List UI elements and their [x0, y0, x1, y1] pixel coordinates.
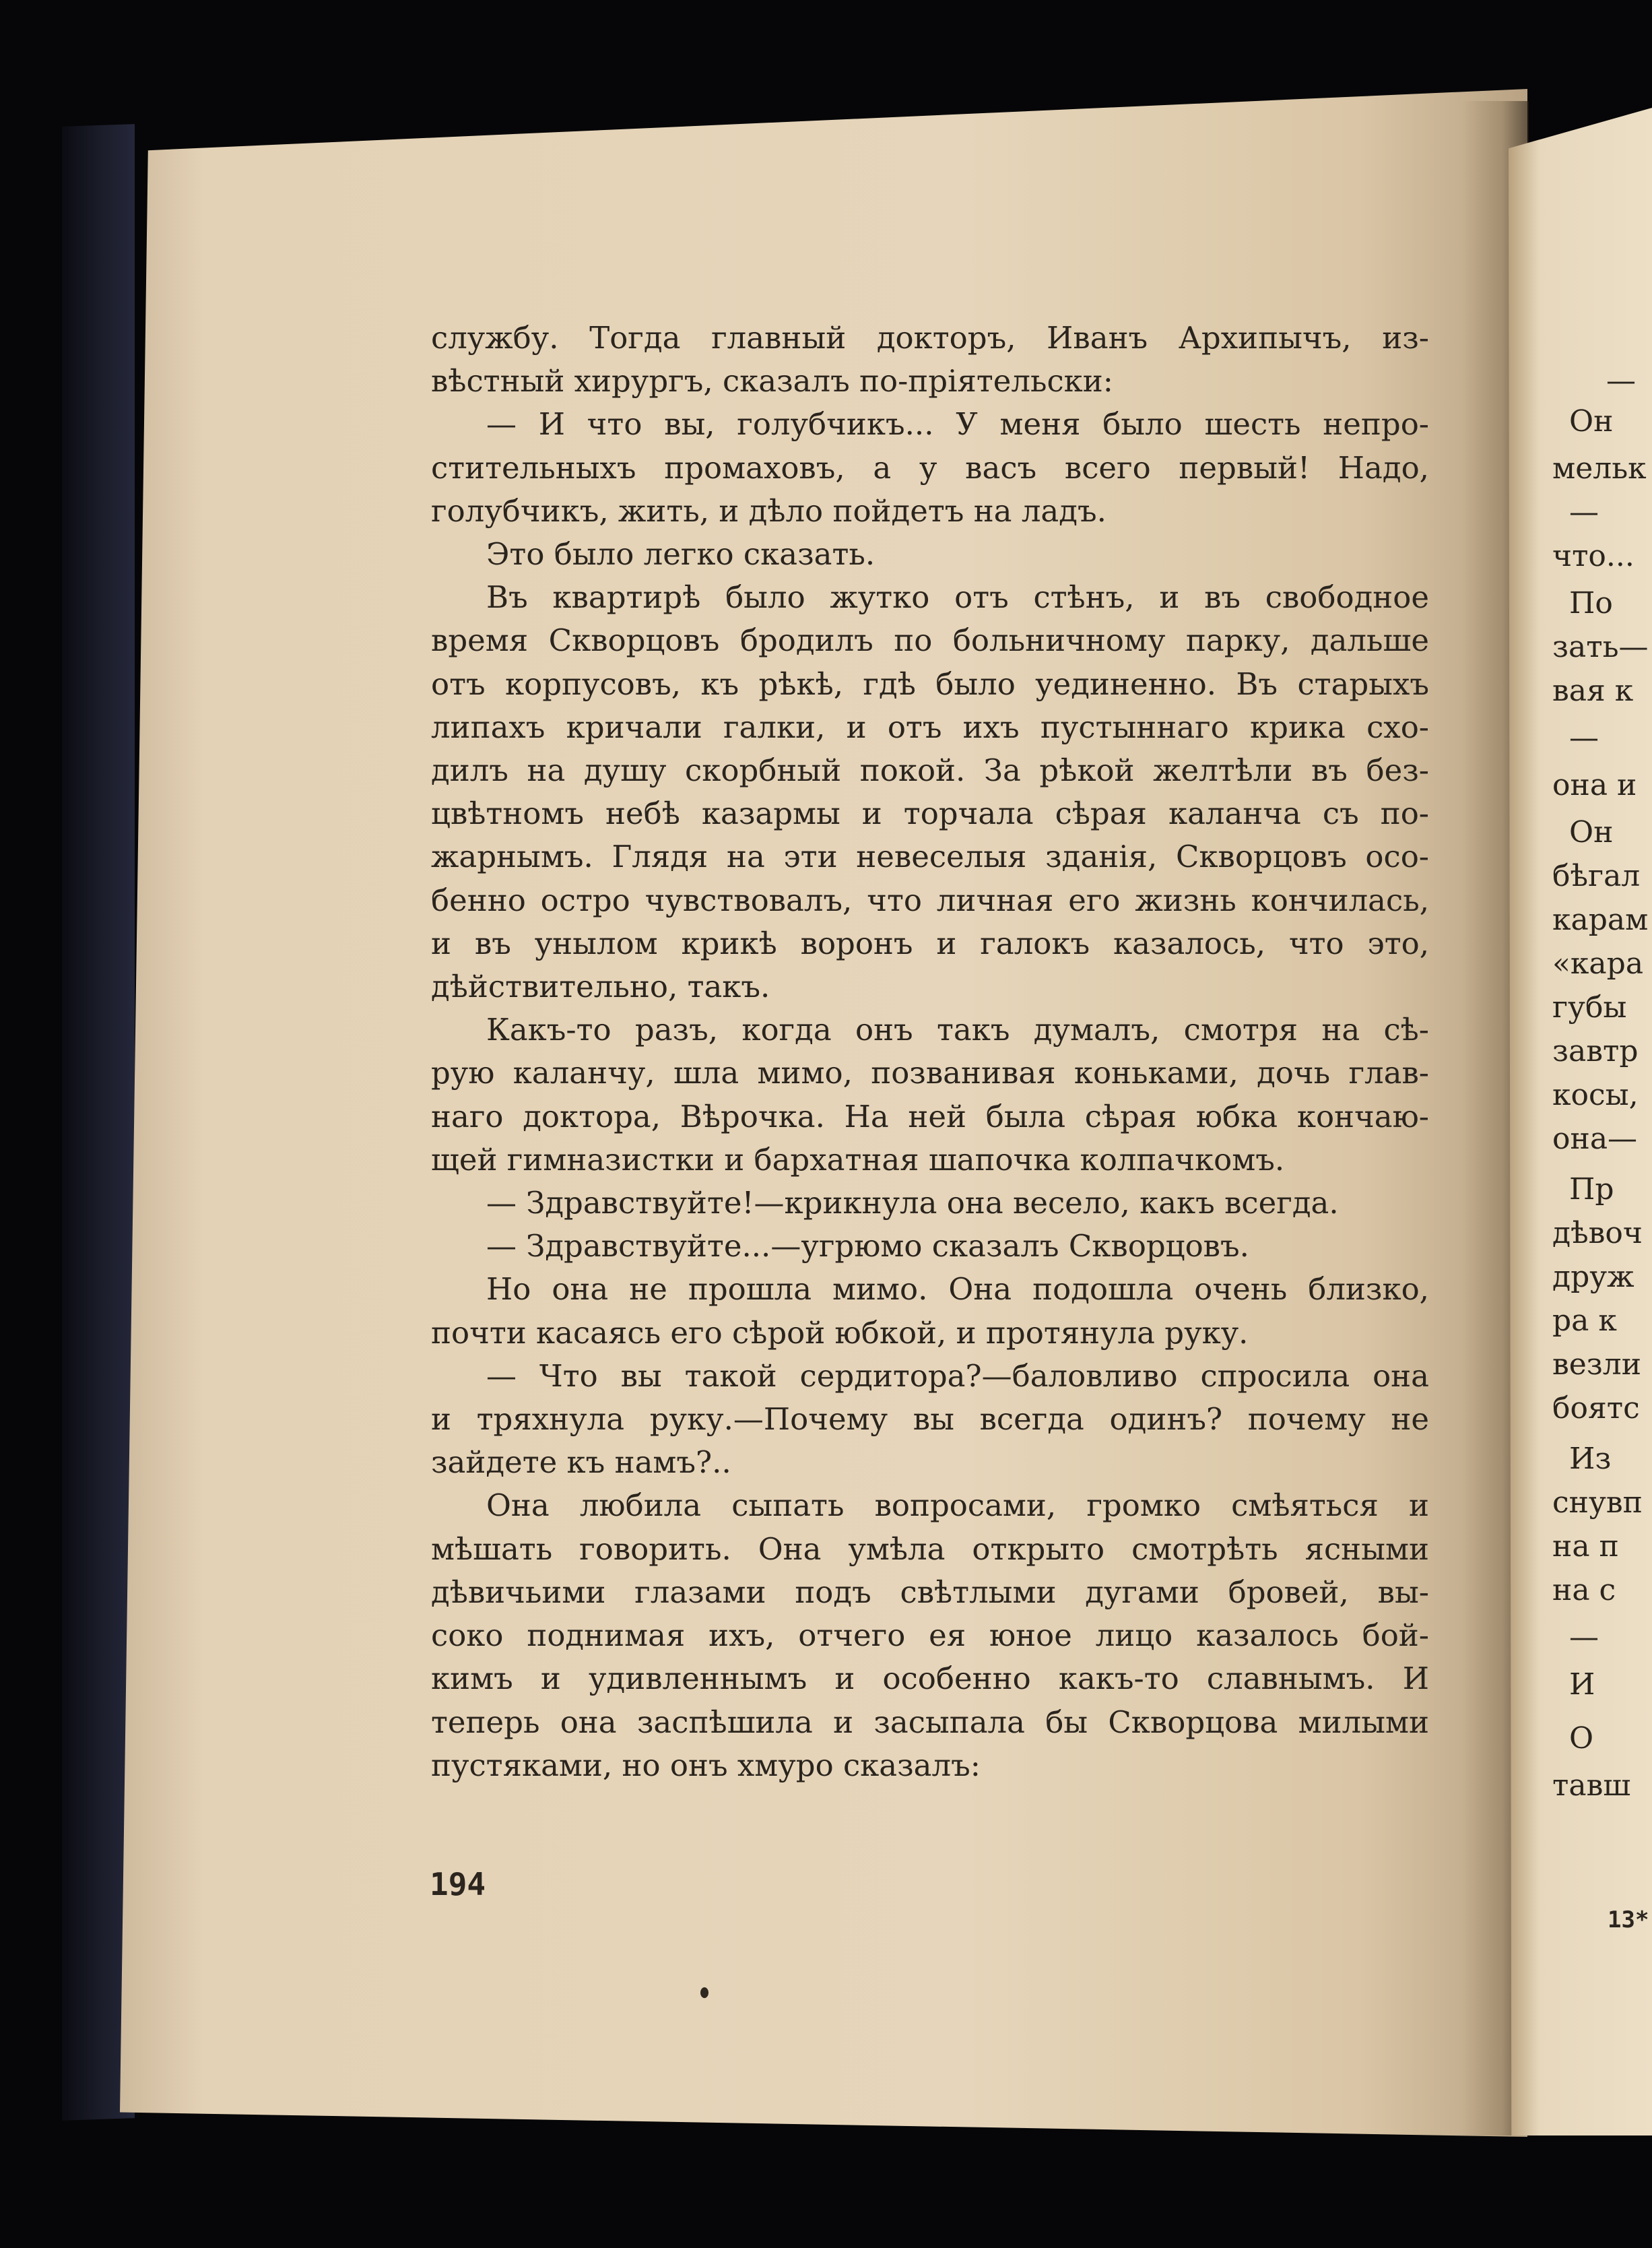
page-number: 194: [430, 1866, 486, 1902]
text-fragment: на с: [1552, 1573, 1616, 1607]
text-fragment: дѣвоч: [1552, 1216, 1643, 1250]
text-fragment: —: [1606, 364, 1636, 398]
text-line: голубчикъ, жить, и дѣло пойдетъ на ладъ.: [431, 492, 1106, 529]
text-fragment: «кара: [1552, 946, 1644, 981]
book-spine: [62, 124, 135, 2121]
text-line: Она любила сыпать вопросами, громко смѣяться и: [486, 1487, 1429, 1524]
text-line: наго доктора, Вѣрочка. На ней была сѣрая юбка кончаю-: [431, 1098, 1429, 1134]
text-line: дѣйствительно, такъ.: [431, 969, 770, 1005]
text-fragment: везли: [1552, 1347, 1642, 1382]
text-line: Это было легко сказать.: [486, 536, 875, 573]
text-fragment: —: [1569, 1620, 1599, 1655]
text-line: стительныхъ промаховъ, а у васъ всего первый! Надо,: [431, 449, 1429, 486]
text-fragment: зать—: [1552, 630, 1649, 664]
ink-speck: [700, 1987, 708, 1998]
text-line: кимъ и удивленнымъ и особенно какъ-то славнымъ. И: [431, 1661, 1429, 1697]
text-line: зайдете къ намъ?..: [431, 1444, 731, 1481]
text-fragment: Пр: [1569, 1172, 1614, 1207]
text-line: дилъ на душу скорбный покой. За рѣкой желтѣли въ без-: [431, 752, 1429, 789]
text-fragment: губы: [1552, 990, 1627, 1025]
text-fragment: боятс: [1552, 1391, 1640, 1425]
text-line: — Здравствуйте...—угрюмо сказалъ Скворцовъ.: [486, 1228, 1249, 1264]
text-line: и въ унылом крикѣ воронъ и галокъ казалось, что это,: [431, 925, 1429, 961]
right-page-number: 13*: [1608, 1906, 1649, 1933]
left-page-text: [431, 317, 1429, 1787]
text-line: отъ корпусовъ, къ рѣкѣ, гдѣ было уединенно. Въ старыхъ: [431, 666, 1429, 702]
text-fragment: бѣгал: [1552, 859, 1641, 893]
text-fragment: ра к: [1552, 1304, 1617, 1338]
text-fragment: что...: [1552, 539, 1634, 573]
text-fragment: Из: [1569, 1442, 1612, 1476]
text-line: соко поднимая ихъ, отчего ея юное лицо казалось бой-: [431, 1617, 1429, 1654]
text-fragment: —: [1569, 721, 1599, 755]
text-line: жарнымъ. Глядя на эти невеселыя зданія, Скворцовъ осо-: [431, 839, 1429, 875]
text-fragment: —: [1569, 495, 1599, 529]
text-fragment: карам: [1552, 903, 1649, 937]
text-line: дѣвичьими глазами подъ свѣтлыми дугами бровей, вы-: [431, 1574, 1429, 1610]
text-fragment: И: [1569, 1667, 1595, 1702]
text-line: теперь она заспѣшила и засыпала бы Скворцова милыми: [431, 1704, 1429, 1740]
text-line: Но она не прошла мимо. Она подошла очень близко,: [486, 1271, 1429, 1308]
text-line: — И что вы, голубчикъ... У меня было шесть непро-: [486, 406, 1429, 443]
text-line: бенно остро чувствовалъ, что личная его жизнь кончилась,: [431, 882, 1429, 918]
text-fragment: снувп: [1552, 1485, 1643, 1520]
text-line: мѣшать говорить. Она умѣла открыто смотрѣть ясными: [431, 1531, 1429, 1567]
text-line: цвѣтномъ небѣ казармы и торчала сѣрая каланча съ по-: [431, 796, 1429, 832]
text-fragment: По: [1569, 586, 1613, 620]
text-line: Въ квартирѣ было жутко отъ стѣнъ, и въ свободное: [486, 579, 1429, 616]
text-fragment: на п: [1552, 1529, 1619, 1564]
text-fragment: косы,: [1552, 1078, 1639, 1112]
text-line: — Здравствуйте!—крикнула она весело, какъ всегда.: [486, 1185, 1339, 1221]
text-fragment: Он: [1569, 404, 1614, 439]
text-line: Какъ-то разъ, когда онъ такъ думалъ, смотря на сѣ-: [486, 1012, 1429, 1048]
text-fragment: друж: [1552, 1260, 1634, 1294]
text-line: и тряхнула руку.—Почему вы всегда одинъ? почему не: [431, 1401, 1429, 1438]
text-line: службу. Тогда главный докторъ, Иванъ Архипычъ, из-: [431, 320, 1429, 356]
text-line: щей гимназистки и бархатная шапочка колпачкомъ.: [431, 1141, 1285, 1178]
text-fragment: тавш: [1552, 1768, 1631, 1803]
text-line: липахъ кричали галки, и отъ ихъ пустыннаго крика схо-: [431, 709, 1429, 745]
text-line: — Что вы такой сердитора?—баловливо спросила она: [486, 1357, 1429, 1394]
text-line: вѣстный хирургъ, сказалъ по-пріятельски:: [431, 363, 1113, 399]
text-line: рую каланчу, шла мимо, позванивая коньками, дочь глав-: [431, 1055, 1429, 1091]
text-line: время Скворцовъ бродилъ по больничному парку, дальше: [431, 622, 1429, 659]
text-line: почти касаясь его сѣрой юбкой, и протянула руку.: [431, 1314, 1249, 1351]
text-fragment: вая к: [1552, 674, 1634, 708]
text-fragment: О: [1569, 1721, 1594, 1756]
text-fragment: Он: [1569, 815, 1614, 849]
text-fragment: она и: [1552, 768, 1637, 802]
text-fragment: завтр: [1552, 1034, 1639, 1068]
text-fragment: мельк: [1552, 451, 1647, 486]
text-line: пустяками, но онъ хмуро сказалъ:: [431, 1747, 981, 1783]
text-fragment: она—: [1552, 1122, 1638, 1156]
